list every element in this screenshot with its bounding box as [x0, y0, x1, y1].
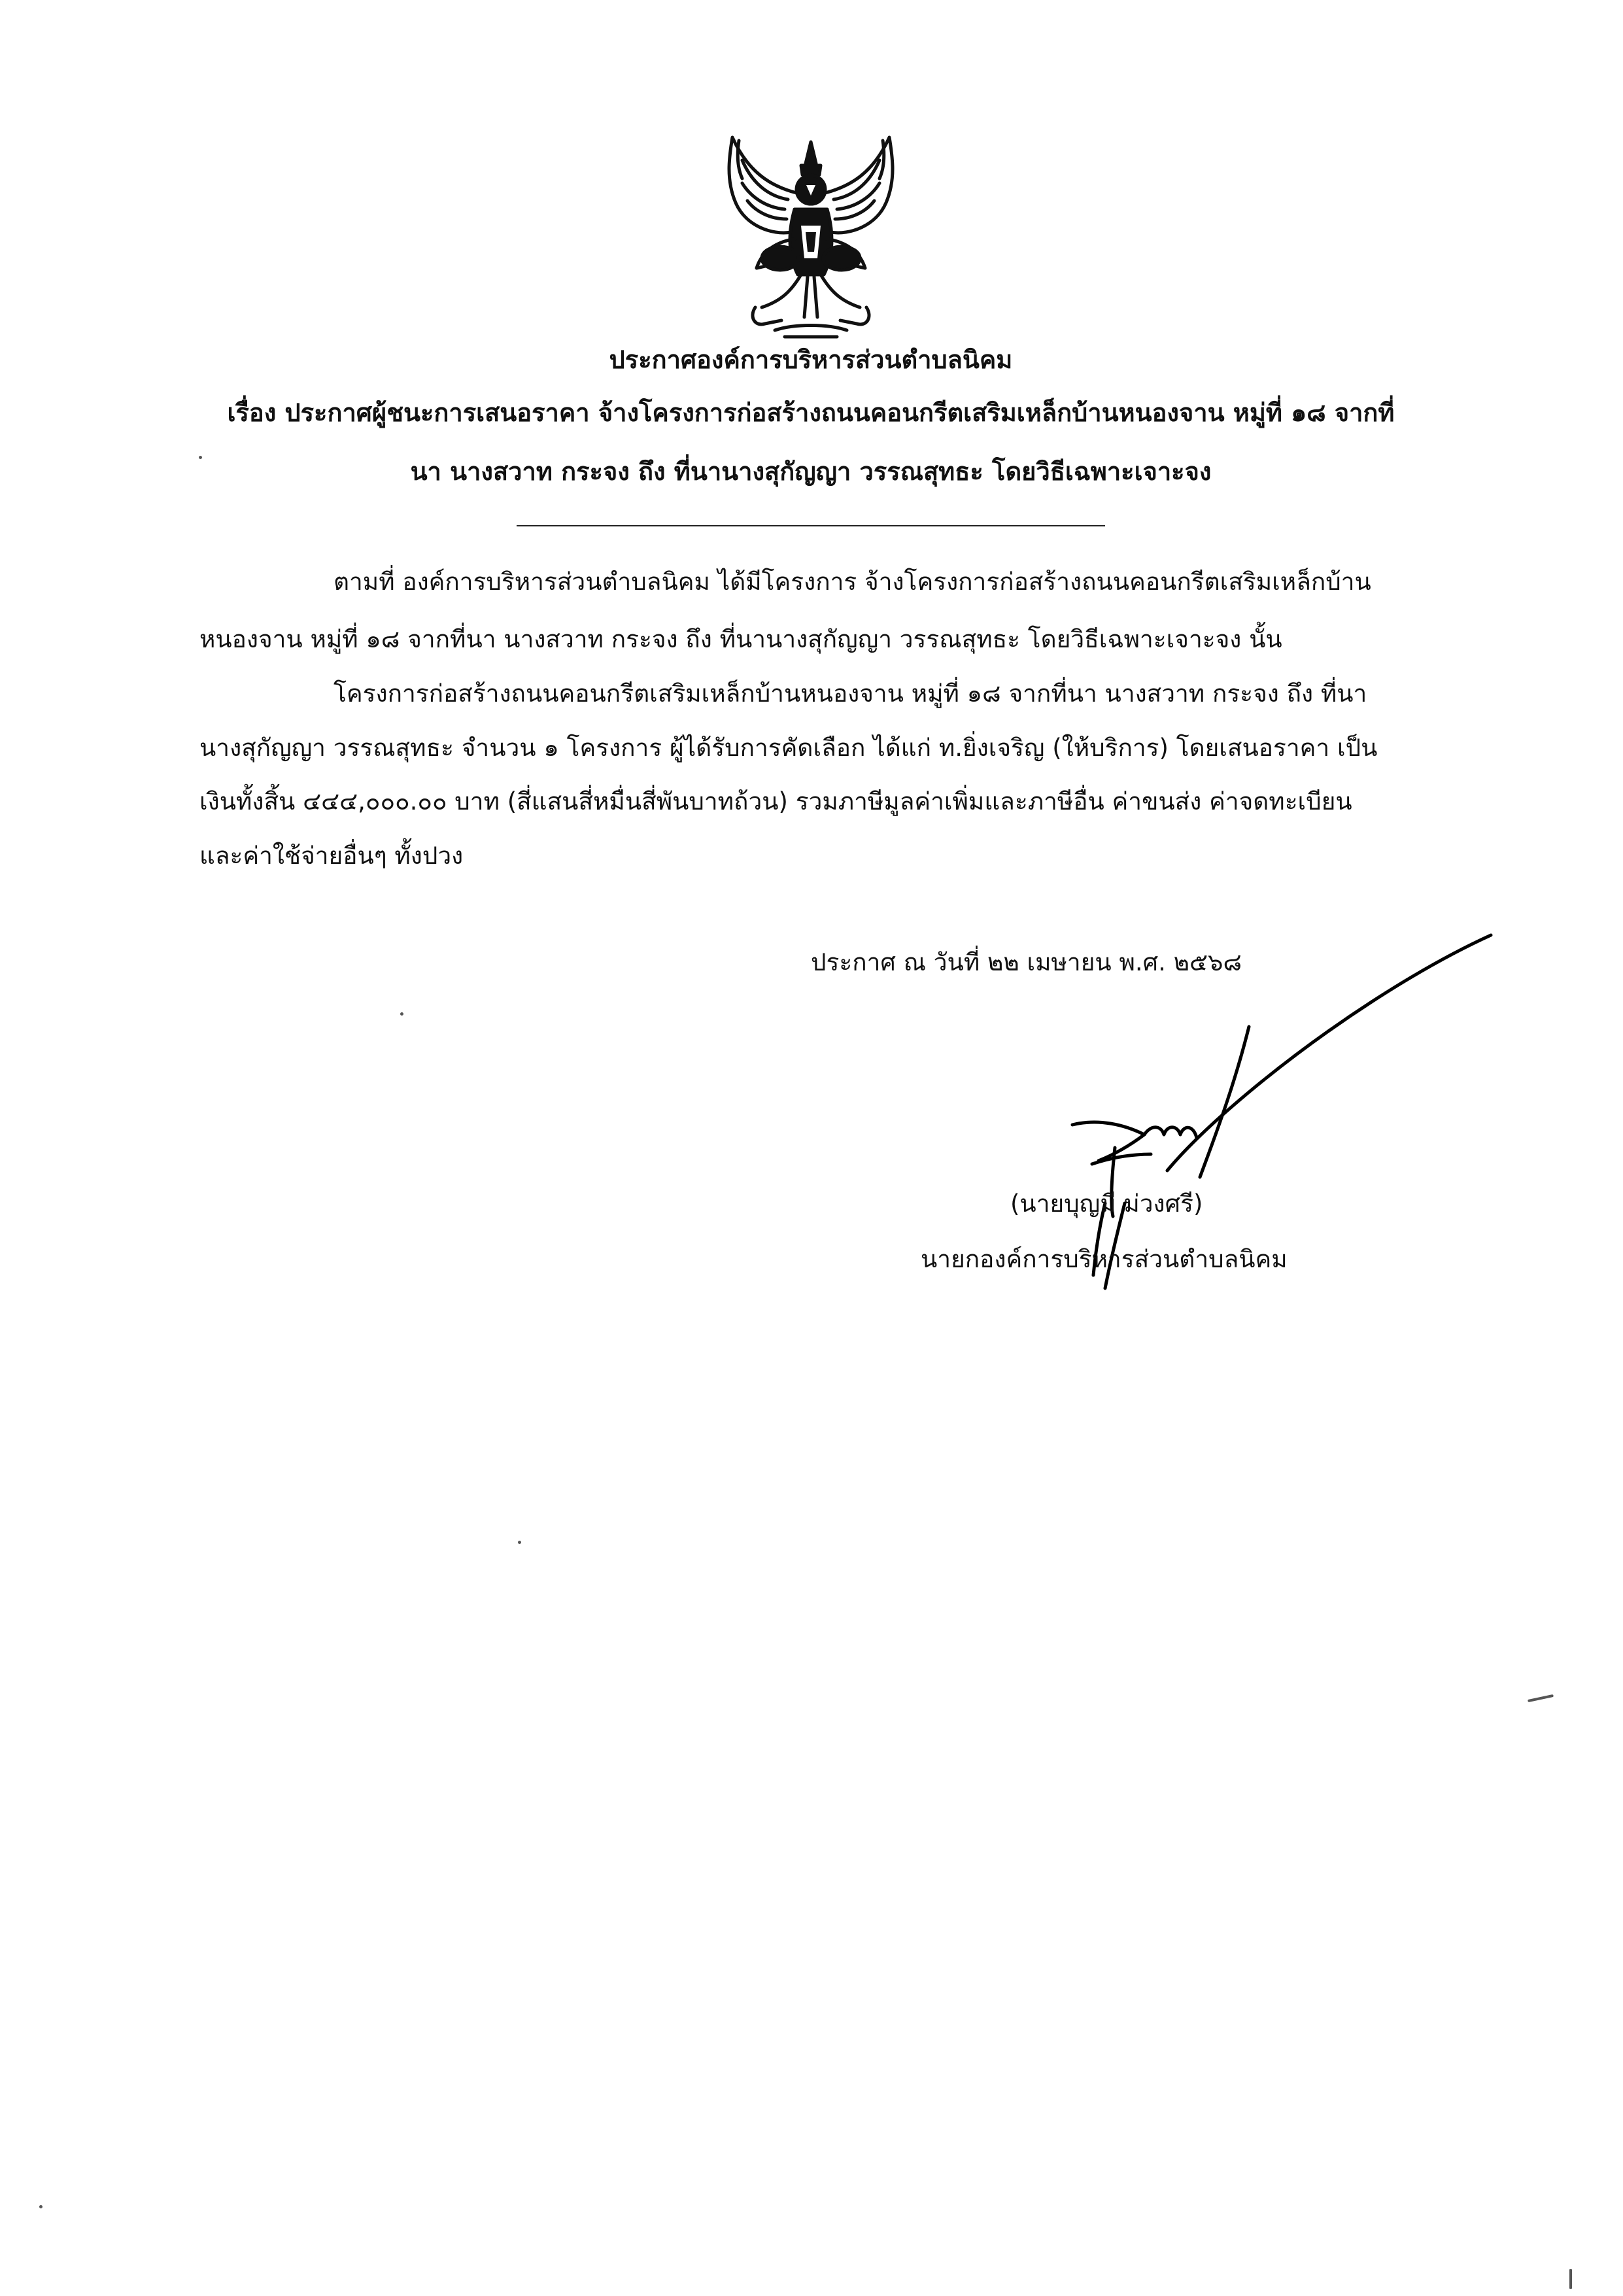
scan-speck	[1569, 2269, 1572, 2289]
paragraph-2-line-2: นางสุกัญญา วรรณสุทธะ จำนวน ๑ โครงการ ผู้ได้รับการคัดเลือก ได้แก่ ท.ยิ่งเจริญ (ให้บริการ) โดยเสนอราคา เป็น	[199, 734, 1378, 762]
garuda-emblem-icon	[709, 128, 912, 343]
announcement-organization-title: ประกาศองค์การบริหารส่วนตำบลนิคม	[609, 345, 1013, 374]
scan-speck	[199, 456, 202, 459]
scan-speck	[400, 1012, 403, 1016]
announcement-subject-line-2: นา นางสวาท กระจง ถึง ที่นานางสุกัญญา วรรณสุทธะ โดยวิธีเฉพาะเจาะจง	[410, 457, 1212, 486]
paragraph-2-line-1: โครงการก่อสร้างถนนคอนกรีตเสริมเหล็กบ้านหนองจาน หมู่ที่ ๑๘ จากที่นา นางสวาท กระจง ถึง ที่นา	[333, 679, 1367, 708]
signer-position: นายกองค์การบริหารส่วนตำบลนิคม	[921, 1245, 1288, 1273]
scan-speck	[39, 2205, 43, 2208]
scan-speck	[518, 1541, 521, 1544]
paragraph-1-line-2: หนองจาน หมู่ที่ ๑๘ จากที่นา นางสวาท กระจง ถึง ที่นานางสุกัญญา วรรณสุทธะ โดยวิธีเฉพาะเจาะจง นั้น	[199, 625, 1282, 653]
paragraph-2-line-4: และค่าใช้จ่ายอื่นๆ ทั้งปวง	[199, 842, 464, 870]
heading-divider	[517, 525, 1105, 526]
announcement-subject-line-1: เรื่อง ประกาศผู้ชนะการเสนอราคา จ้างโครงการก่อสร้างถนนคอนกรีตเสริมเหล็กบ้านหนองจาน หมู่ที่ ๑๘ จากที่	[227, 398, 1395, 427]
signer-name: (นายบุญมี ม่วงศรี)	[1010, 1190, 1203, 1218]
paragraph-2-line-3: เงินทั้งสิ้น ๔๔๔,๐๐๐.๐๐ บาท (สี่แสนสี่หมื่นสี่พันบาทถ้วน) รวมภาษีมูลค่าเพิ่มและภาษีอื่น ค่าขนส่ง ค่าจดทะเบียน	[199, 787, 1352, 815]
scan-speck	[1528, 1694, 1554, 1702]
announcement-date: ประกาศ ณ วันที่ ๒๒ เมษายน พ.ศ. ๒๕๖๘	[811, 948, 1242, 976]
paragraph-1-line-1: ตามที่ องค์การบริหารส่วนตำบลนิคม ได้มีโครงการ จ้างโครงการก่อสร้างถนนคอนกรีตเสริมเหล็กบ้าน	[333, 568, 1371, 596]
